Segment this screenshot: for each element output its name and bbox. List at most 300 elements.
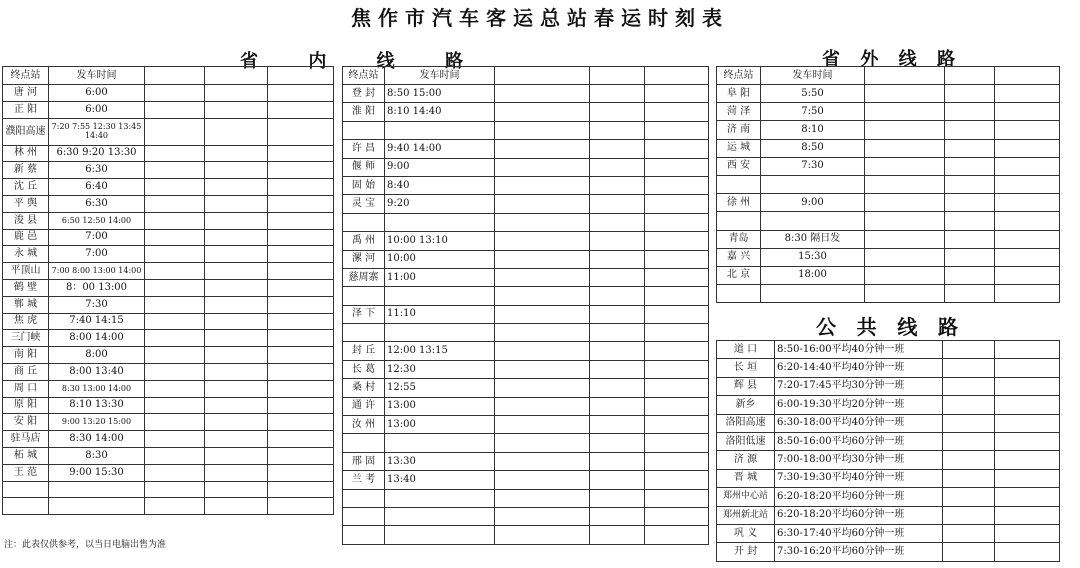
blank-cell [205, 447, 268, 464]
table-row [3, 347, 334, 364]
blank-cell [590, 416, 645, 434]
blank-cell [995, 506, 1060, 524]
station-cell: 正 阳 [3, 101, 49, 118]
blank-cell [645, 342, 709, 360]
time-cell: 10:00 [385, 250, 495, 268]
station-cell [343, 507, 385, 525]
blank-cell [145, 380, 205, 397]
table-row [3, 279, 334, 296]
blank-cell [268, 179, 334, 196]
table-row [343, 158, 709, 176]
table-row [3, 363, 334, 380]
blank-cell [865, 157, 945, 175]
blank-cell [645, 232, 709, 250]
blank-cell [645, 121, 709, 139]
station-cell: 浚 县 [3, 212, 49, 229]
blank-cell [145, 397, 205, 414]
time-cell [385, 287, 495, 305]
blank-cell [865, 139, 945, 157]
time-cell: 5:50 [761, 85, 865, 103]
header-row [3, 67, 334, 85]
blank-cell [943, 341, 995, 359]
blank-cell [590, 507, 645, 525]
station-cell: 周 口 [3, 380, 49, 397]
blank-cell [590, 103, 645, 121]
blank-cell [995, 469, 1060, 487]
blank-cell [945, 175, 995, 193]
blank-cell [268, 246, 334, 263]
blank-cell [268, 464, 334, 481]
blank-cell [205, 397, 268, 414]
station-cell: 平 舆 [3, 195, 49, 212]
blank-cell [995, 543, 1060, 561]
station-cell: 道 口 [717, 341, 775, 359]
table-row [717, 157, 1060, 175]
blank-cell [945, 248, 995, 266]
blank-cell [590, 434, 645, 452]
time-cell: 12:30 [385, 360, 495, 378]
blank-cell [865, 67, 945, 85]
table-row [343, 103, 709, 121]
blank-cell [995, 139, 1060, 157]
blank-cell [495, 507, 590, 525]
blank-cell [590, 324, 645, 342]
time-cell: 7:00-18:00平均30分钟一班 [775, 451, 943, 469]
time-cell: 8:30 14:00 [49, 431, 145, 448]
blank-cell [145, 296, 205, 313]
blank-cell [495, 250, 590, 268]
station-cell: 唐 河 [3, 85, 49, 102]
time-cell: 7:50 [761, 103, 865, 121]
blank-cell [495, 397, 590, 415]
blank-cell [205, 498, 268, 515]
station-cell [3, 481, 49, 498]
station-cell: 嘉 兴 [717, 248, 761, 266]
blank-cell [205, 330, 268, 347]
blank-cell [205, 229, 268, 246]
time-cell: 7:00 [49, 229, 145, 246]
time-header: 发车时间 [385, 67, 495, 85]
station-cell: 原 阳 [3, 397, 49, 414]
blank-cell [145, 279, 205, 296]
blank-cell [205, 313, 268, 330]
blank-cell [645, 250, 709, 268]
station-cell: 徐 州 [717, 194, 761, 212]
blank-cell [145, 212, 205, 229]
time-cell: 8:00 [49, 347, 145, 364]
table-row [717, 396, 1060, 414]
table-row [717, 266, 1060, 284]
blank-cell [590, 67, 645, 85]
header-row [343, 67, 709, 85]
page-title: 焦作市汽车客运总站春运时刻表 [351, 6, 729, 30]
section-title-char: 路 [936, 49, 957, 70]
station-cell [343, 287, 385, 305]
station-cell: 新乡 [717, 396, 775, 414]
blank-cell [995, 248, 1060, 266]
blank-cell [943, 524, 995, 542]
blank-cell [205, 118, 268, 145]
table-row [343, 507, 709, 525]
time-header: 发车时间 [761, 67, 865, 85]
blank-cell [995, 285, 1060, 303]
station-cell: 运 城 [717, 139, 761, 157]
blank-cell [205, 67, 268, 85]
blank-cell [590, 268, 645, 286]
time-cell: 6:20-18:20平均60分钟一班 [775, 488, 943, 506]
blank-cell [268, 279, 334, 296]
schedule-table-province-in-1 [2, 66, 334, 515]
station-cell: 登 封 [343, 85, 385, 103]
blank-cell [268, 263, 334, 280]
schedule-table-bus [716, 340, 1060, 562]
station-cell: 巩 义 [717, 524, 775, 542]
blank-cell [645, 452, 709, 470]
station-cell: 青岛 [717, 230, 761, 248]
blank-cell [145, 118, 205, 145]
blank-cell [145, 85, 205, 102]
time-cell [385, 121, 495, 139]
time-cell: 9:00 15:30 [49, 464, 145, 481]
station-cell: 阜 阳 [717, 85, 761, 103]
section-title-char: 内 [308, 51, 329, 72]
blank-cell [205, 195, 268, 212]
blank-cell [945, 67, 995, 85]
blank-cell [590, 471, 645, 489]
blank-cell [205, 347, 268, 364]
station-cell: 洛阳高速 [717, 414, 775, 432]
blank-cell [590, 140, 645, 158]
blank-cell [495, 140, 590, 158]
time-cell: 7:30 [761, 157, 865, 175]
table-row [343, 452, 709, 470]
blank-cell [145, 363, 205, 380]
table-row [3, 313, 334, 330]
table-row [343, 526, 709, 544]
blank-cell [205, 279, 268, 296]
blank-cell [865, 248, 945, 266]
time-cell [761, 175, 865, 193]
table-row [717, 103, 1060, 121]
blank-cell [495, 213, 590, 231]
blank-cell [645, 268, 709, 286]
blank-cell [865, 85, 945, 103]
time-cell: 11:00 [385, 268, 495, 286]
blank-cell [268, 481, 334, 498]
time-cell: 7:20 7:55 12:30 13:45 14:40 [49, 118, 145, 145]
blank-cell [945, 139, 995, 157]
table-row [717, 121, 1060, 139]
time-header: 发车时间 [49, 67, 145, 85]
station-cell: 淮 阳 [343, 103, 385, 121]
blank-cell [943, 359, 995, 377]
blank-cell [645, 140, 709, 158]
station-cell: 许 昌 [343, 140, 385, 158]
blank-cell [995, 212, 1060, 230]
blank-cell [205, 145, 268, 162]
blank-cell [495, 452, 590, 470]
table-row [3, 212, 334, 229]
station-header: 终点站 [717, 67, 761, 85]
station-cell: 永 城 [3, 246, 49, 263]
blank-cell [145, 481, 205, 498]
table-row [343, 416, 709, 434]
table-row [717, 139, 1060, 157]
blank-cell [145, 330, 205, 347]
time-cell: 8:10 [761, 121, 865, 139]
time-cell [761, 212, 865, 230]
blank-cell [995, 121, 1060, 139]
blank-cell [865, 212, 945, 230]
blank-cell [943, 451, 995, 469]
station-cell: 济 源 [717, 451, 775, 469]
blank-cell [995, 451, 1060, 469]
blank-cell [145, 414, 205, 431]
time-cell [385, 213, 495, 231]
blank-cell [268, 85, 334, 102]
blank-cell [495, 232, 590, 250]
blank-cell [943, 432, 995, 450]
station-cell: 邢 固 [343, 452, 385, 470]
table-row [717, 341, 1060, 359]
time-cell [761, 285, 865, 303]
table-row [343, 195, 709, 213]
time-cell: 8:50-16:00平均60分钟一班 [775, 432, 943, 450]
section-title-char: 共 [856, 315, 881, 339]
station-cell [343, 434, 385, 452]
blank-cell [995, 488, 1060, 506]
table-row [343, 379, 709, 397]
table-row [343, 287, 709, 305]
time-cell: 7:00 8:00 13:00 14:00 [49, 263, 145, 280]
blank-cell [205, 263, 268, 280]
station-cell: 长 垣 [717, 359, 775, 377]
blank-cell [590, 379, 645, 397]
blank-cell [205, 414, 268, 431]
time-cell: 9:40 14:00 [385, 140, 495, 158]
table-row [717, 432, 1060, 450]
blank-cell [205, 246, 268, 263]
blank-cell [205, 363, 268, 380]
blank-cell [590, 287, 645, 305]
table-row [717, 230, 1060, 248]
table-row [3, 431, 334, 448]
blank-cell [268, 397, 334, 414]
blank-cell [645, 397, 709, 415]
blank-cell [205, 296, 268, 313]
blank-cell [995, 341, 1060, 359]
table-row [3, 246, 334, 263]
blank-cell [205, 85, 268, 102]
section-title-char: 线 [897, 315, 922, 339]
time-cell: 11:10 [385, 305, 495, 323]
station-cell [717, 212, 761, 230]
station-cell: 驻马店 [3, 431, 49, 448]
header-row [717, 67, 1060, 85]
section-title-char: 公 [816, 315, 840, 339]
time-cell: 13:30 [385, 452, 495, 470]
schedule-table-province-in-2 [342, 66, 709, 545]
blank-cell [205, 179, 268, 196]
blank-cell [645, 85, 709, 103]
blank-cell [145, 179, 205, 196]
station-cell: 北 京 [717, 266, 761, 284]
section-title-char: 外 [860, 49, 881, 70]
blank-cell [145, 246, 205, 263]
blank-cell [145, 347, 205, 364]
blank-cell [865, 194, 945, 212]
blank-cell [495, 158, 590, 176]
station-cell [3, 498, 49, 515]
blank-cell [205, 212, 268, 229]
time-cell: 8:50-16:00平均40分钟一班 [775, 341, 943, 359]
time-cell: 8:30 隔日发 [761, 230, 865, 248]
time-cell: 6:00 [49, 101, 145, 118]
blank-cell [145, 498, 205, 515]
table-row [343, 489, 709, 507]
blank-cell [145, 263, 205, 280]
blank-cell [590, 250, 645, 268]
time-cell: 7:20-17:45平均30分钟一班 [775, 377, 943, 395]
station-cell: 桑 村 [343, 379, 385, 397]
station-cell: 封 丘 [343, 342, 385, 360]
blank-cell [645, 324, 709, 342]
station-header: 终点站 [3, 67, 49, 85]
time-cell [49, 481, 145, 498]
time-cell: 8:10 14:40 [385, 103, 495, 121]
table-row [3, 447, 334, 464]
station-cell [343, 526, 385, 544]
station-cell: 泽 下 [343, 305, 385, 323]
blank-cell [205, 380, 268, 397]
table-row [717, 451, 1060, 469]
station-cell: 长 葛 [343, 360, 385, 378]
blank-cell [590, 452, 645, 470]
time-cell: 8:50 [761, 139, 865, 157]
table-row [3, 162, 334, 179]
table-row [717, 85, 1060, 103]
blank-cell [943, 396, 995, 414]
blank-cell [495, 379, 590, 397]
blank-cell [865, 121, 945, 139]
blank-cell [995, 103, 1060, 121]
blank-cell [495, 324, 590, 342]
blank-cell [145, 67, 205, 85]
time-cell: 6:30 [49, 162, 145, 179]
table-row [717, 488, 1060, 506]
table-row [3, 481, 334, 498]
blank-cell [995, 432, 1060, 450]
table-row [3, 101, 334, 118]
blank-cell [145, 162, 205, 179]
station-cell: 林 州 [3, 145, 49, 162]
blank-cell [495, 526, 590, 544]
blank-cell [205, 464, 268, 481]
station-cell [343, 489, 385, 507]
footnote: 注：此表仅供参考，以当日电脑出售为准 [4, 540, 167, 550]
table-row [343, 397, 709, 415]
time-cell: 8:30 [49, 447, 145, 464]
table-row [343, 360, 709, 378]
time-cell: 6:40 [49, 179, 145, 196]
blank-cell [495, 471, 590, 489]
blank-cell [995, 230, 1060, 248]
time-cell: 6:30-18:00平均40分钟一班 [775, 414, 943, 432]
blank-cell [865, 175, 945, 193]
blank-cell [943, 543, 995, 561]
blank-cell [645, 416, 709, 434]
time-cell: 6:50 12:50 14:00 [49, 212, 145, 229]
table-row [3, 195, 334, 212]
blank-cell [995, 396, 1060, 414]
blank-cell [145, 229, 205, 246]
time-cell: 8:30 13:00 14:00 [49, 380, 145, 397]
station-cell: 王 范 [3, 464, 49, 481]
station-header: 终点站 [343, 67, 385, 85]
station-cell: 郸 城 [3, 296, 49, 313]
time-cell: 9:00 13:20 15:00 [49, 414, 145, 431]
time-cell: 6:30 9:20 13:30 [49, 145, 145, 162]
blank-cell [590, 397, 645, 415]
table-row [3, 380, 334, 397]
blank-cell [995, 266, 1060, 284]
blank-cell [645, 213, 709, 231]
section-title-bus [816, 311, 962, 340]
table-row [343, 434, 709, 452]
blank-cell [495, 176, 590, 194]
time-cell: 7:40 14:15 [49, 313, 145, 330]
blank-cell [145, 195, 205, 212]
station-cell: 鹤 壁 [3, 279, 49, 296]
blank-cell [268, 414, 334, 431]
time-cell [385, 324, 495, 342]
station-cell: 柘 城 [3, 447, 49, 464]
section-title-char: 线 [898, 49, 919, 70]
time-cell: 8:00 13:40 [49, 363, 145, 380]
time-cell: 7:30 [49, 296, 145, 313]
time-cell [385, 526, 495, 544]
blank-cell [268, 347, 334, 364]
station-cell: 固 始 [343, 176, 385, 194]
blank-cell [495, 360, 590, 378]
blank-cell [205, 431, 268, 448]
table-row [343, 250, 709, 268]
blank-cell [943, 377, 995, 395]
blank-cell [145, 447, 205, 464]
station-cell: 新 蔡 [3, 162, 49, 179]
station-cell: 郑州新北站 [717, 506, 775, 524]
blank-cell [645, 67, 709, 85]
station-cell: 安 阳 [3, 414, 49, 431]
blank-cell [268, 431, 334, 448]
table-row [343, 140, 709, 158]
blank-cell [268, 229, 334, 246]
table-row [343, 305, 709, 323]
blank-cell [268, 67, 334, 85]
blank-cell [495, 342, 590, 360]
blank-cell [590, 305, 645, 323]
table-row [717, 414, 1060, 432]
blank-cell [495, 287, 590, 305]
blank-cell [145, 464, 205, 481]
table-row [3, 85, 334, 102]
station-cell [717, 285, 761, 303]
blank-cell [590, 85, 645, 103]
section-title-char: 线 [376, 51, 397, 72]
time-cell: 6:30 [49, 195, 145, 212]
table-row [343, 121, 709, 139]
table-row [717, 248, 1060, 266]
